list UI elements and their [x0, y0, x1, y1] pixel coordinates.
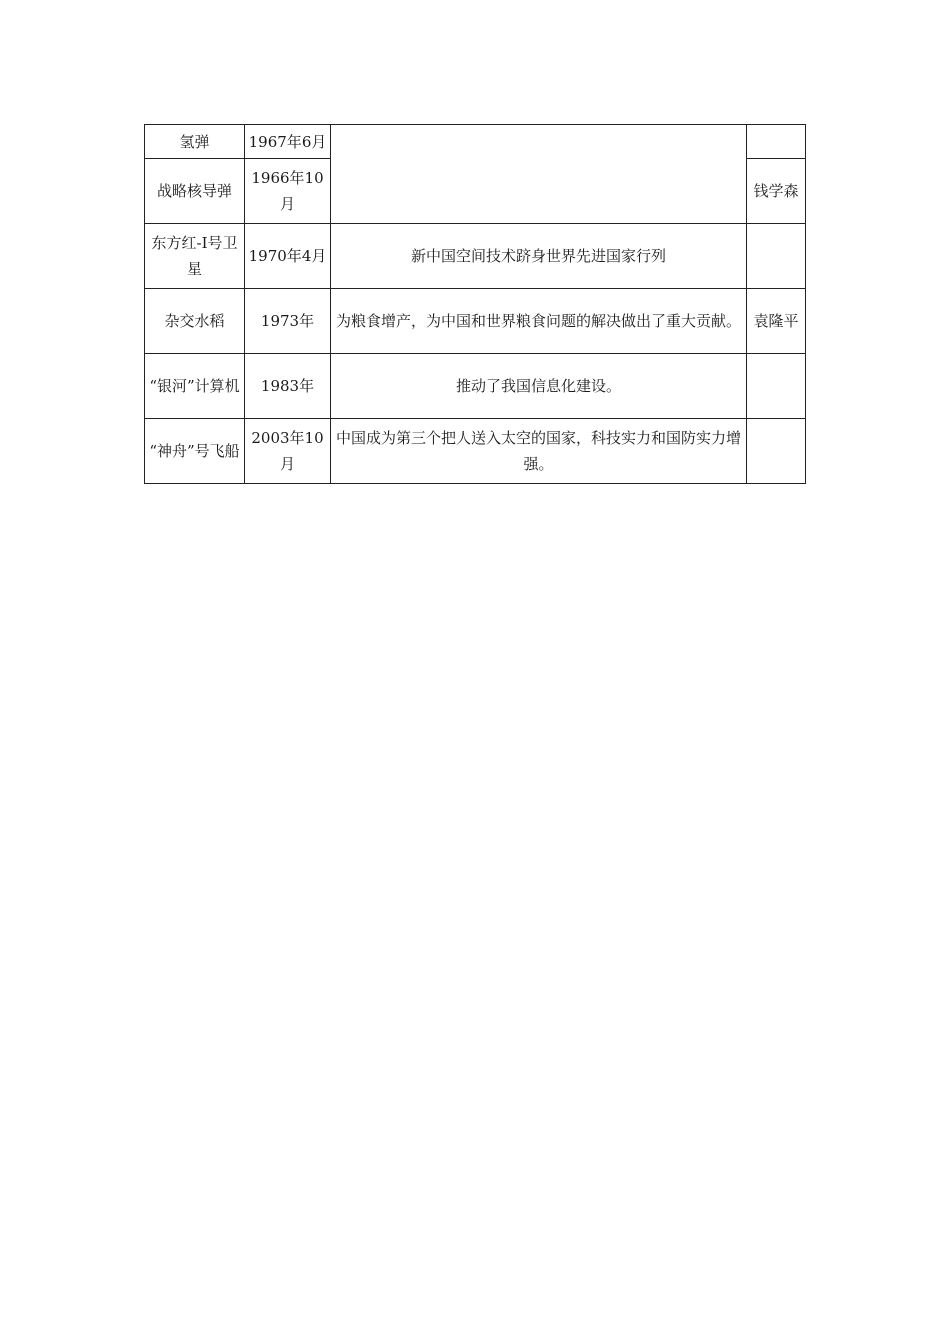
- table-row: [145, 224, 806, 289]
- table-row: [145, 354, 806, 419]
- date-cell: 1967年6月: [245, 125, 331, 159]
- date-cell: 1970年4月: [245, 224, 331, 289]
- item-cell: 杂交水稻: [145, 289, 245, 354]
- date-cell: 2003年10月: [245, 419, 331, 484]
- significance-cell: 中国成为第三个把人送入太空的国家，科技实力和国防实力增强。: [331, 419, 747, 484]
- item-cell: 东方红-Ⅰ号卫星: [145, 224, 245, 289]
- date-cell: 1983年: [245, 354, 331, 419]
- date-cell: 1973年: [245, 289, 331, 354]
- item-cell: 战略核导弹: [145, 159, 245, 224]
- item-cell: “银河”计算机: [145, 354, 245, 419]
- table-row: [145, 419, 806, 484]
- significance-cell: [331, 125, 747, 224]
- table-row: [145, 125, 806, 159]
- person-cell: [747, 419, 806, 484]
- item-cell: 氢弹: [145, 125, 245, 159]
- significance-cell: 新中国空间技术跻身世界先进国家行列: [331, 224, 747, 289]
- date-cell: 1966年10月: [245, 159, 331, 224]
- person-cell: 钱学森: [747, 159, 806, 224]
- table-row: [145, 289, 806, 354]
- achievements-table: [144, 124, 806, 484]
- person-cell: [747, 125, 806, 159]
- significance-cell: 推动了我国信息化建设。: [331, 354, 747, 419]
- person-cell: [747, 354, 806, 419]
- person-cell: 袁隆平: [747, 289, 806, 354]
- person-cell: [747, 224, 806, 289]
- significance-cell: 为粮食增产，为中国和世界粮食问题的解决做出了重大贡献。: [331, 289, 747, 354]
- item-cell: “神舟”号飞船: [145, 419, 245, 484]
